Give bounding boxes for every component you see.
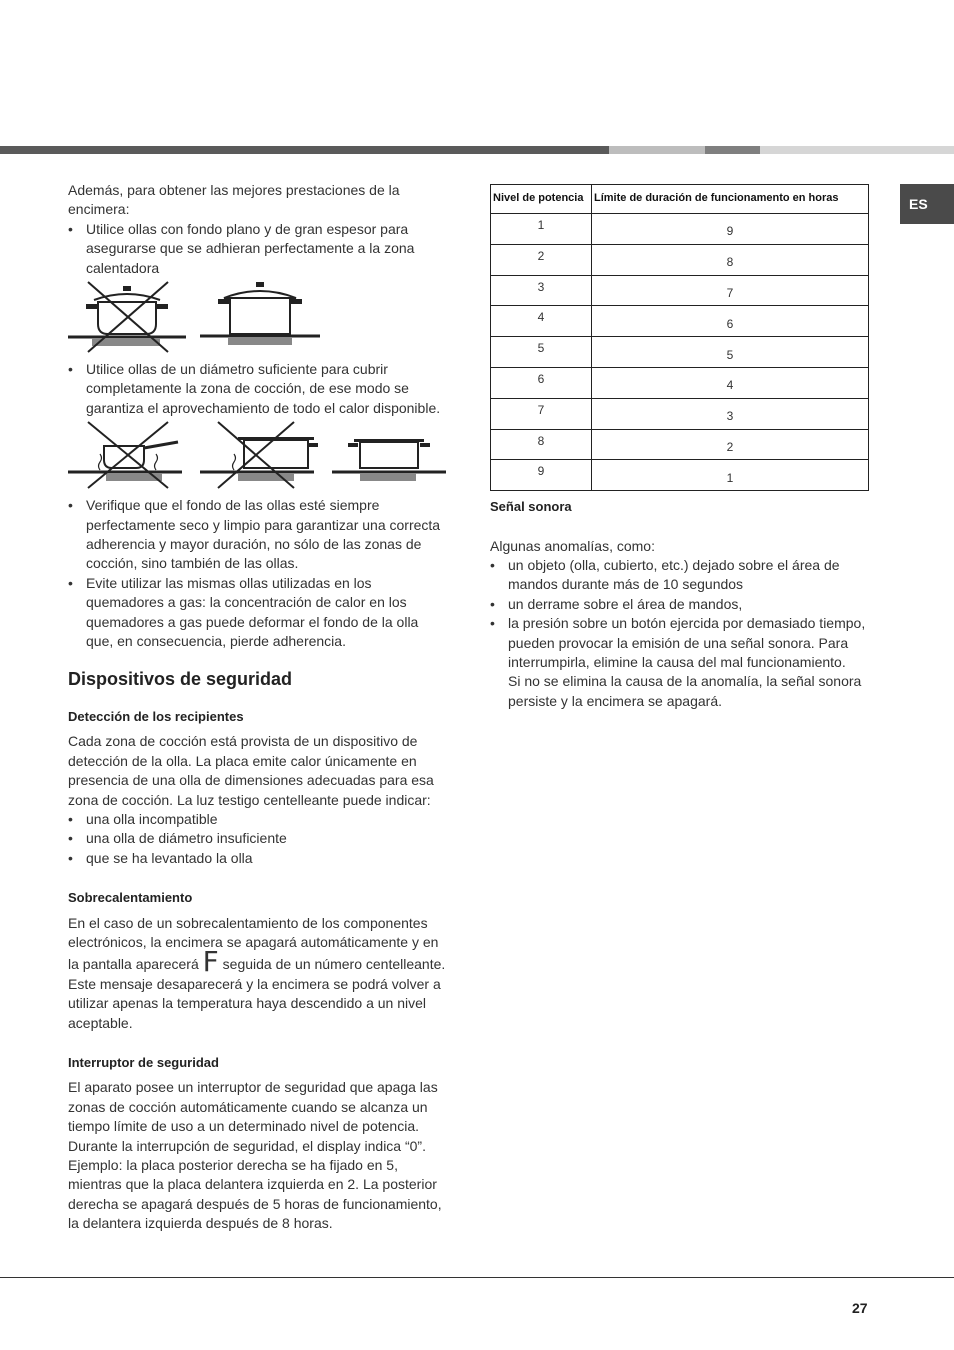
sound-item-text: la presión sobre un botón ejercida por demasiado tiempo, pueden provocar la emisión de una señal sonora. Para interrumpirla, elimine la causa del mal funcionamiento. bbox=[508, 615, 866, 671]
sound-item bbox=[490, 614, 875, 711]
table-row bbox=[491, 214, 869, 245]
table-cell-hours: 5 bbox=[592, 337, 869, 368]
intro-bullet-diameter: • Utilice ollas de un diámetro suficiente para cubrir completamente la zona de cocción, de ese modo se garantiza el aprovechamiento de todo el calor disponible. bbox=[68, 360, 446, 418]
table-cell-hours: 2 bbox=[592, 429, 869, 460]
table-cell-level: 4 bbox=[491, 306, 592, 337]
table-cell-level: 1 bbox=[491, 214, 592, 245]
overheat-text-part-2: seguida de un número centelleante. Este mensaje desaparecerá y la encimera se podrá volver a utilizar apenas la temperatura haya descendido a un nivel aceptable. bbox=[68, 956, 446, 1031]
overheat-title: Sobrecalentamiento bbox=[68, 890, 193, 906]
table-cell-level: 6 bbox=[491, 367, 592, 398]
table-row bbox=[491, 244, 869, 275]
table-row bbox=[491, 306, 869, 337]
header-bar-segment-light bbox=[609, 146, 705, 154]
switch-text: El aparato posee un interruptor de seguridad que apaga las zonas de cocción automáticamente cuando se alcanza un tiempo límite de uso a un determinado nivel de potencia. Durante la interrupción de seguridad, el display indica “0”. Ejemplo: la placa posterior derecha se ha fijado en 5, mientras que la placa delantera izquierda en 2. La posterior derecha se apagará después de 5 horas de funcionamiento, la delantera izquierda después de 8 horas. bbox=[68, 1079, 442, 1232]
large-pot-correct-icon bbox=[332, 439, 446, 481]
table-cell-level: 9 bbox=[491, 460, 592, 491]
pot-incorrect-icon bbox=[68, 282, 186, 352]
table-cell-level: 2 bbox=[491, 244, 592, 275]
safety-title: Dispositivos de seguridad bbox=[68, 668, 293, 689]
sound-item-extra: Si no se elimina la causa de la anomalía, la señal sonora persiste y la encimera se apagará. bbox=[508, 673, 862, 709]
intro-bullet-flat-bottom: • Utilice ollas con fondo plano y de gran espesor para asegurarse que se adhieran perfectamente a la zona calentadora bbox=[68, 220, 446, 278]
medium-pot-incorrect-icon bbox=[200, 422, 318, 488]
table-header-level: Nivel de potencia bbox=[491, 185, 592, 214]
sound-title: Señal sonora bbox=[490, 499, 572, 515]
page-number: 27 bbox=[852, 1300, 868, 1316]
intro-text: Además, para obtener las mejores prestaciones de la encimera: bbox=[68, 182, 400, 218]
language-tab[interactable]: ES bbox=[900, 184, 954, 224]
overheat-text-part-1: En el caso de un sobrecalentamiento de los componentes electrónicos, la encimera se apagará automáticamente y en la pantalla aparecerá bbox=[68, 914, 439, 973]
table-cell-hours: 8 bbox=[592, 244, 869, 275]
table-cell-hours: 9 bbox=[592, 214, 869, 245]
detection-text: Cada zona de cocción está provista de un dispositivo de detección de la olla. La placa emite calor únicamente en presencia de una olla de dimensiones adecuadas para esa zona de cocción. La luz testigo centelleante puede indicar: bbox=[68, 733, 434, 808]
overheat-text bbox=[68, 914, 446, 1033]
table-cell-hours: 4 bbox=[592, 367, 869, 398]
small-pot-incorrect-icon bbox=[68, 422, 182, 488]
pot-flat-bottom-illustration bbox=[68, 280, 328, 356]
detection-title: Detección de los recipientes bbox=[68, 708, 244, 724]
sound-item: • un objeto (olla, cubierto, etc.) dejado sobre el área de mandos durante más de 10 segundos bbox=[490, 556, 875, 595]
pot-diameter-illustration bbox=[68, 420, 446, 492]
footer-divider bbox=[0, 1277, 954, 1278]
table-row bbox=[491, 337, 869, 368]
table-cell-level: 8 bbox=[491, 429, 592, 460]
header-bar-segment-mid bbox=[705, 146, 760, 154]
table-cell-level: 7 bbox=[491, 398, 592, 429]
sound-list bbox=[490, 556, 875, 711]
diameter-list bbox=[68, 360, 446, 418]
table-cell-hours: 1 bbox=[592, 460, 869, 491]
table-cell-hours: 7 bbox=[592, 275, 869, 306]
table-row bbox=[491, 429, 869, 460]
detection-item: • que se ha levantado la olla bbox=[68, 849, 446, 868]
pot-correct-icon bbox=[200, 282, 320, 345]
detection-item: • una olla de diámetro insuficiente bbox=[68, 829, 446, 848]
detection-list bbox=[68, 810, 446, 868]
header-bar-segment-dark bbox=[0, 146, 609, 154]
table-header-row bbox=[491, 185, 869, 214]
table-cell-level: 3 bbox=[491, 275, 592, 306]
table-cell-hours: 3 bbox=[592, 398, 869, 429]
detection-item: • una olla incompatible bbox=[68, 810, 446, 829]
table-cell-hours: 6 bbox=[592, 306, 869, 337]
right-column bbox=[490, 181, 875, 711]
header-color-bar bbox=[0, 146, 954, 154]
sound-item: • un derrame sobre el área de mandos, bbox=[490, 595, 875, 614]
intro-bullet-gas-pots: • Evite utilizar las mismas ollas utilizadas en los quemadores a gas: la concentración de calor en los quemadores a gas puede deformar el fondo de la olla que, en consecuencia, pierde adherencia. bbox=[68, 574, 446, 652]
header-bar-segment-pale bbox=[760, 146, 954, 154]
intro-list bbox=[68, 220, 446, 278]
left-column bbox=[68, 181, 446, 1234]
table-row bbox=[491, 275, 869, 306]
table-row bbox=[491, 460, 869, 491]
display-f-symbol: F bbox=[202, 945, 219, 979]
intro-bullet-dry-clean: • Verifique que el fondo de las ollas esté siempre perfectamente seco y limpio para garantizar una correcta adherencia y mayor duración, no sólo de las zonas de cocción, sino también de las ollas. bbox=[68, 496, 446, 574]
care-list bbox=[68, 496, 446, 651]
switch-title: Interruptor de seguridad bbox=[68, 1055, 219, 1070]
table-row bbox=[491, 398, 869, 429]
sound-intro: Algunas anomalías, como: bbox=[490, 537, 655, 554]
table-header-hours: Límite de duración de funcionamento en horas bbox=[592, 185, 869, 214]
table-row bbox=[491, 367, 869, 398]
table-cell-level: 5 bbox=[491, 337, 592, 368]
power-level-table bbox=[490, 184, 869, 491]
